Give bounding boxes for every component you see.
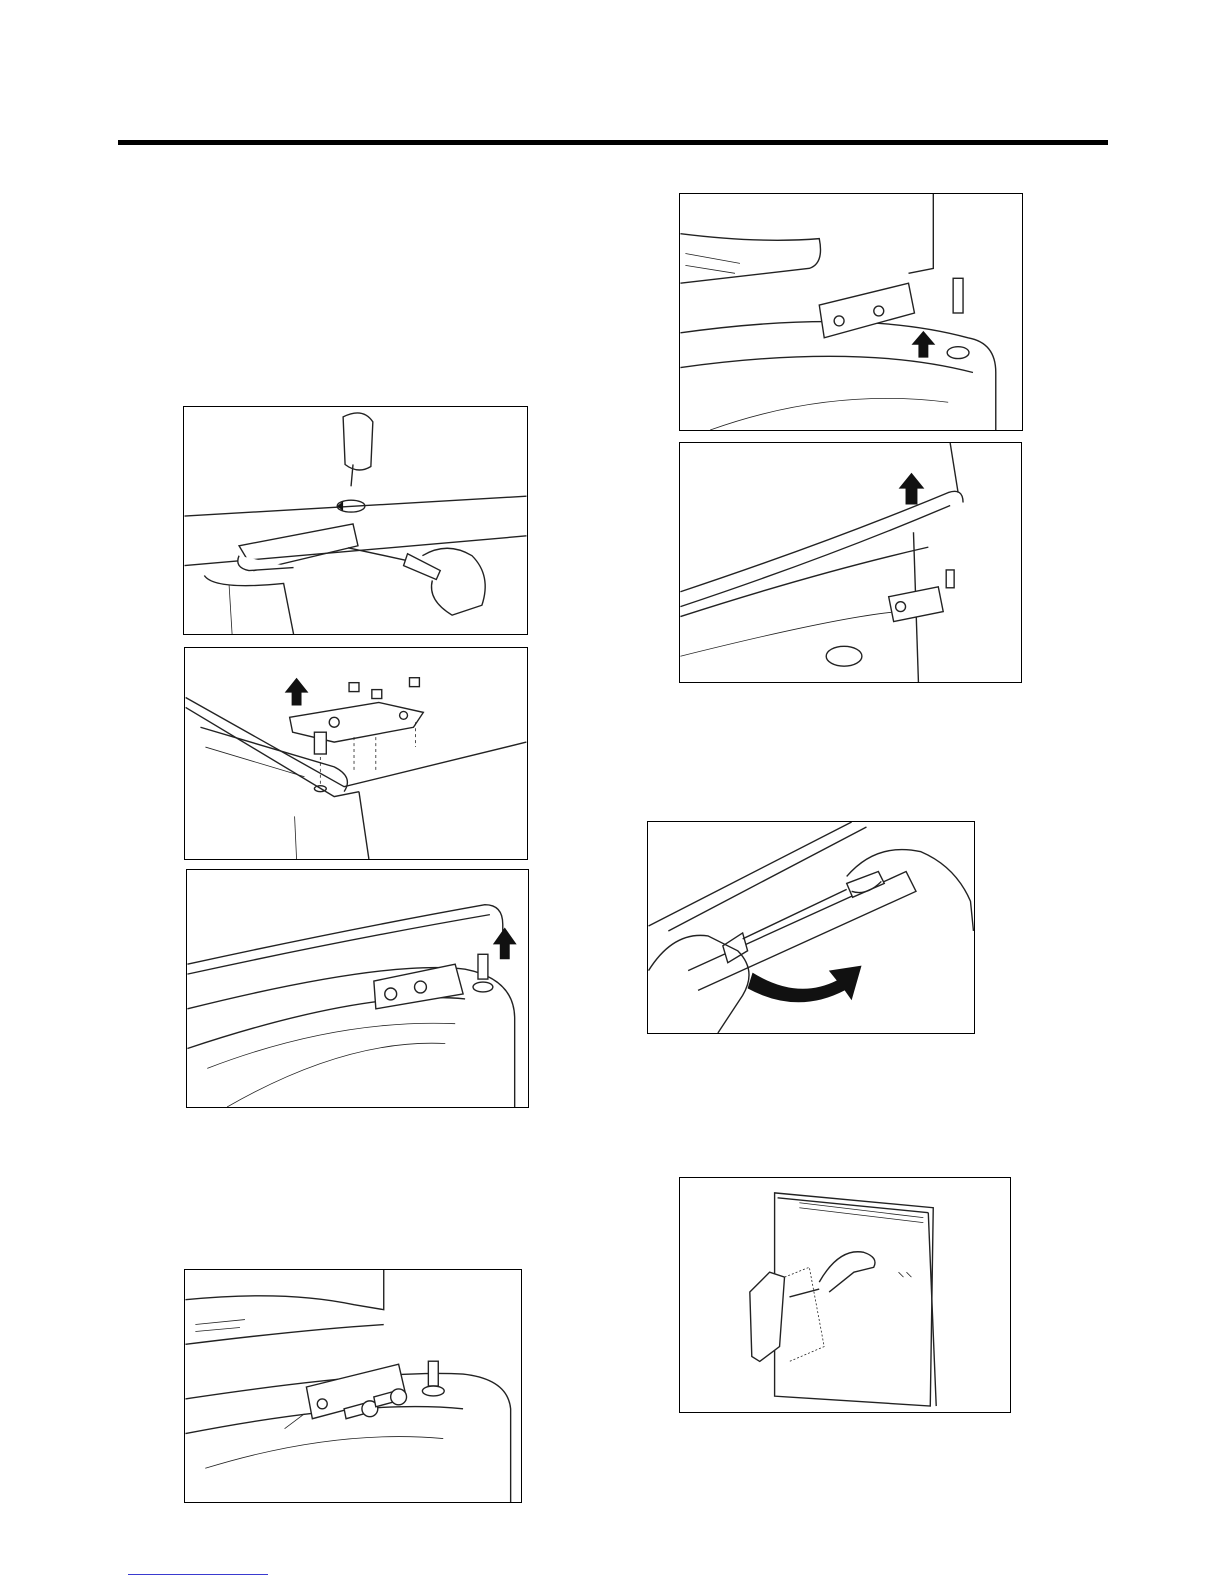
hinge-bracket-icon	[819, 278, 969, 358]
hinge-plate-icon	[290, 702, 424, 754]
fig-middle-hinge-screws	[184, 1269, 522, 1503]
hinge-bracket-icon	[889, 570, 954, 622]
screw-icon	[349, 678, 419, 699]
up-arrow-icon	[493, 928, 517, 960]
fig-top-cover-screws	[183, 406, 528, 635]
fig-middle-hinge-lift	[679, 193, 1023, 431]
header-rule	[118, 140, 1108, 145]
fig-top-hinge-removal	[184, 647, 528, 860]
up-arrow-icon	[911, 331, 935, 358]
up-arrow-icon	[899, 473, 925, 505]
fig-door-gasket	[679, 1177, 1011, 1413]
fig-lower-door-lift	[679, 442, 1022, 683]
screwdriver-icon	[348, 548, 440, 580]
fig-lift-door	[186, 869, 529, 1108]
hand-icon	[343, 413, 373, 486]
footer-link-underline[interactable]	[128, 1574, 268, 1575]
door-icon	[775, 1193, 937, 1406]
curved-arrow-icon	[748, 966, 862, 1003]
fig-handle-removal	[647, 821, 975, 1034]
hinge-bracket-icon	[374, 954, 493, 1009]
up-arrow-icon	[285, 678, 309, 706]
hand-icon	[422, 548, 485, 615]
